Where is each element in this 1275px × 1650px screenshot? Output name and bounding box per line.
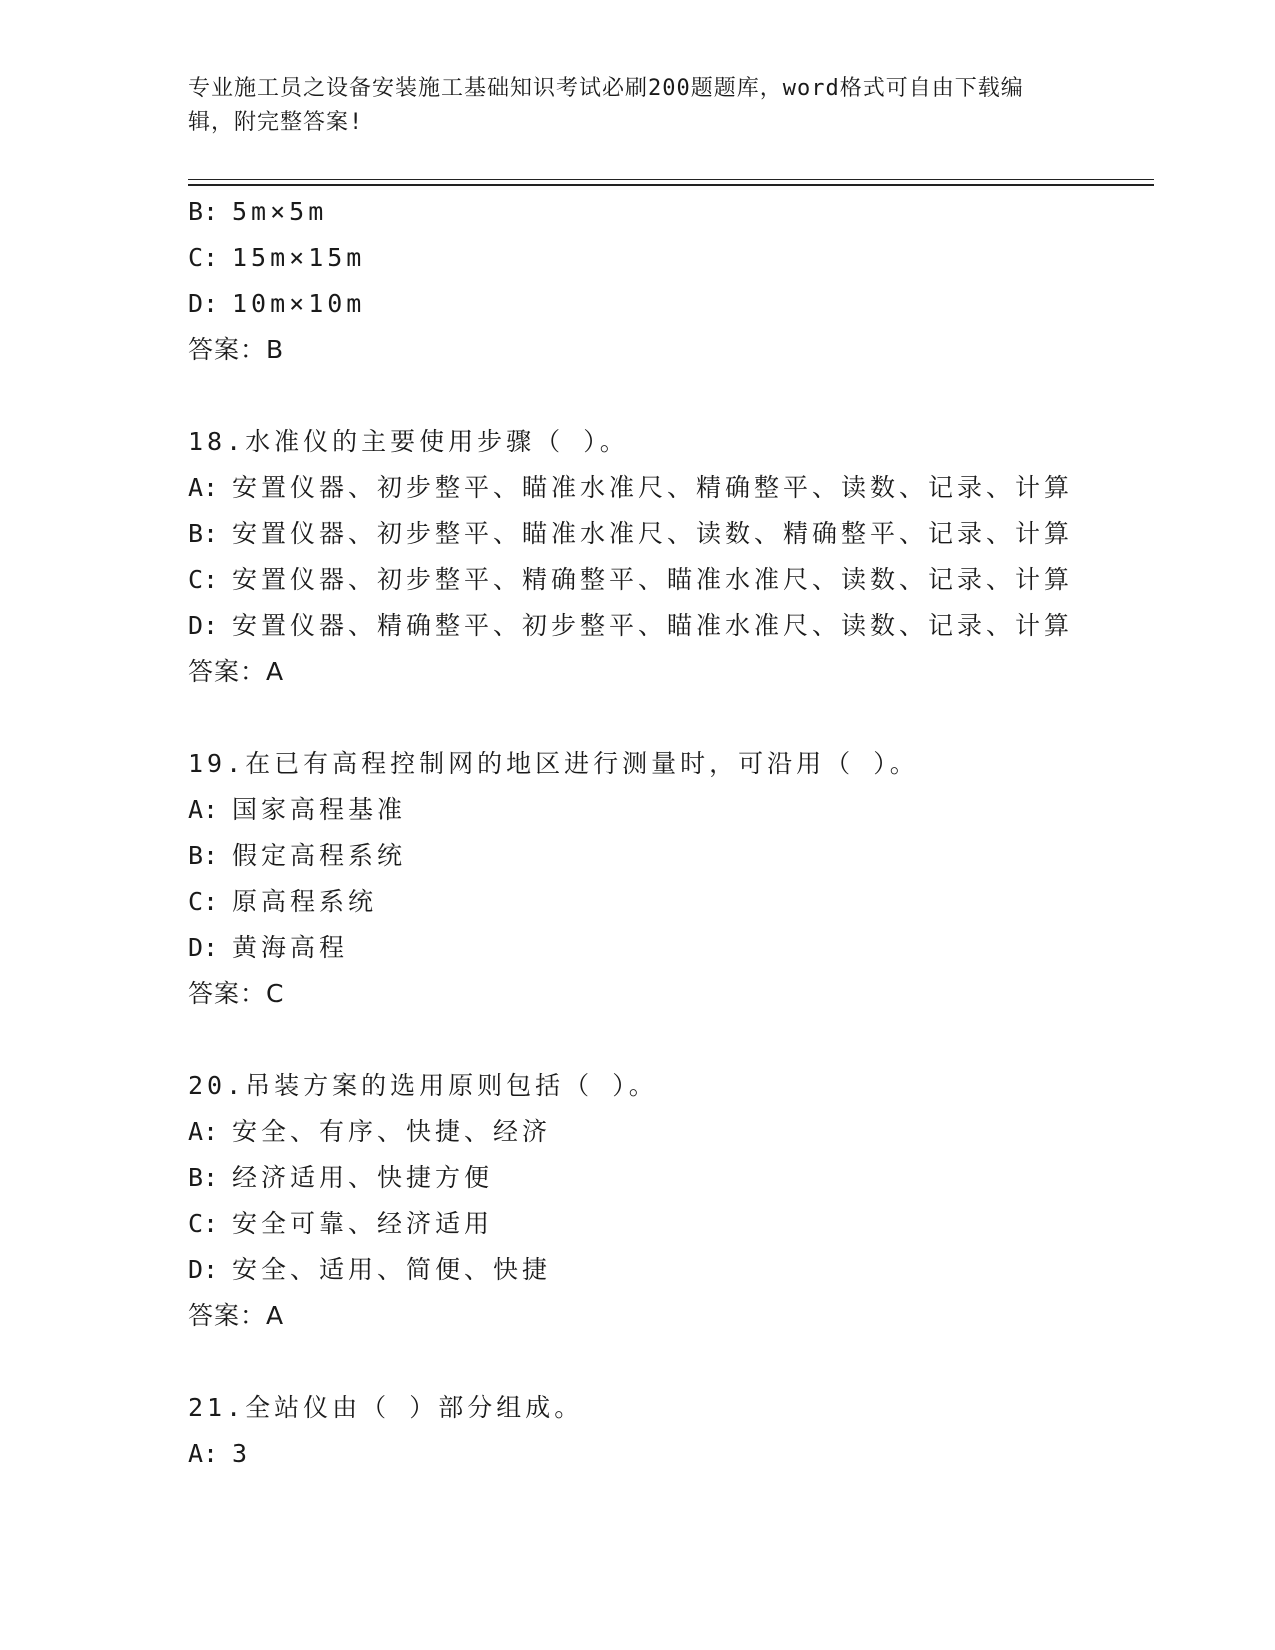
option-line — [188, 511, 1154, 557]
option-text: 15m×15m — [232, 243, 366, 272]
option-text: 安全可靠、经济适用 — [232, 1209, 494, 1238]
option-line — [188, 557, 1154, 603]
question-text: 20.吊装方案的选用原则包括（ ）。 — [188, 1071, 658, 1100]
option-text: 5m×5m — [232, 197, 328, 226]
option-text: 10m×10m — [232, 289, 366, 318]
question-list — [188, 189, 1154, 1477]
document-header — [188, 72, 1068, 140]
option-line — [188, 925, 1154, 971]
option-line — [188, 235, 1154, 281]
option-line — [188, 189, 1154, 235]
option-line — [188, 879, 1154, 925]
option-prefix: B: — [188, 519, 219, 548]
option-line — [188, 1155, 1154, 1201]
option-prefix: D: — [188, 289, 219, 318]
option-line — [188, 787, 1154, 833]
option-line — [188, 465, 1154, 511]
option-text: 3 — [232, 1439, 252, 1468]
option-line — [188, 1431, 1154, 1477]
option-prefix: C: — [188, 887, 219, 916]
option-text: 安置仪器、精确整平、初步整平、瞄准水准尺、读数、记录、计算 — [232, 611, 1074, 640]
option-prefix: A: — [188, 473, 219, 502]
option-prefix: D: — [188, 611, 219, 640]
option-line — [188, 281, 1154, 327]
question-text: 21.全站仪由（ ）部分组成。 — [188, 1393, 584, 1422]
option-prefix: C: — [188, 243, 219, 272]
option-text: 安置仪器、初步整平、瞄准水准尺、读数、精确整平、记录、计算 — [232, 519, 1074, 548]
question-text: 19.在已有高程控制网的地区进行测量时，可沿用（ ）。 — [188, 749, 919, 778]
option-line — [188, 1109, 1154, 1155]
option-prefix: B: — [188, 1163, 219, 1192]
option-prefix: B: — [188, 841, 219, 870]
option-line — [188, 1247, 1154, 1293]
answer-line: 答案：B — [188, 335, 285, 364]
answer-line: 答案：C — [188, 979, 285, 1008]
header-divider-thick — [188, 184, 1154, 186]
option-prefix: A: — [188, 1117, 219, 1146]
option-text: 安置仪器、初步整平、瞄准水准尺、精确整平、读数、记录、计算 — [232, 473, 1074, 502]
option-prefix: D: — [188, 1255, 219, 1284]
option-prefix: D: — [188, 933, 219, 962]
question-text: 18.水准仪的主要使用步骤（ ）。 — [188, 427, 629, 456]
option-text: 原高程系统 — [232, 887, 378, 916]
option-text: 国家高程基准 — [232, 795, 407, 824]
option-text: 安全、适用、简便、快捷 — [232, 1255, 552, 1284]
option-text: 假定高程系统 — [232, 841, 407, 870]
option-prefix: A: — [188, 795, 219, 824]
option-text: 安全、有序、快捷、经济 — [232, 1117, 552, 1146]
option-line — [188, 603, 1154, 649]
option-prefix: C: — [188, 565, 219, 594]
option-text: 经济适用、快捷方便 — [232, 1163, 494, 1192]
option-prefix: B: — [188, 197, 219, 226]
option-text: 黄海高程 — [232, 933, 349, 962]
answer-line: 答案：A — [188, 657, 285, 686]
header-divider-thin — [188, 179, 1154, 180]
option-line — [188, 833, 1154, 879]
option-line — [188, 1201, 1154, 1247]
answer-line: 答案：A — [188, 1301, 285, 1330]
option-prefix: A: — [188, 1439, 219, 1468]
header-title: 专业施工员之设备安装施工基础知识考试必刷200题题库，word格式可自由下载编辑，附完整答案! — [188, 76, 1024, 135]
option-prefix: C: — [188, 1209, 219, 1238]
option-text: 安置仪器、初步整平、精确整平、瞄准水准尺、读数、记录、计算 — [232, 565, 1074, 594]
